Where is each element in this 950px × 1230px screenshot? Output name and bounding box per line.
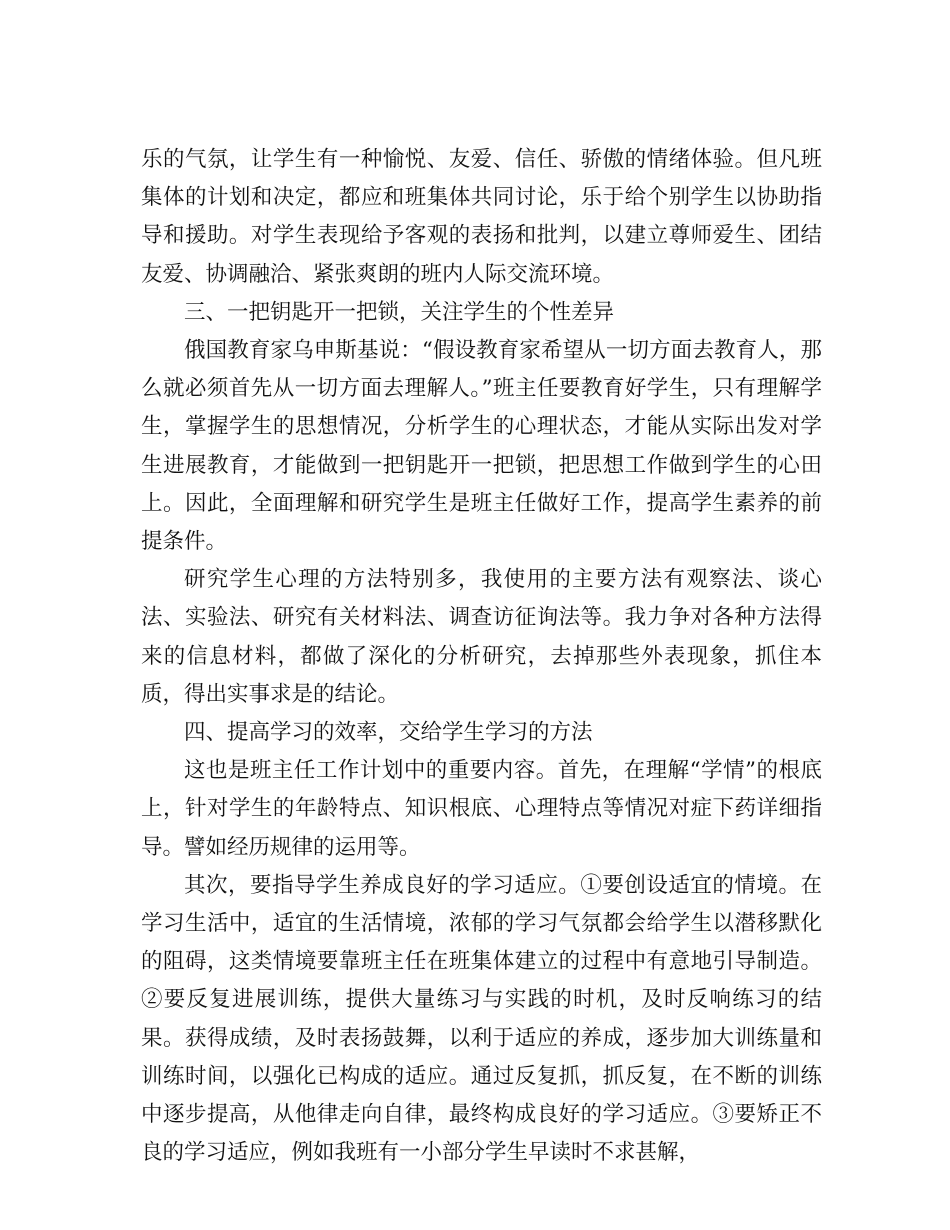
paragraph-ushinsky-quote: 俄国教育家乌申斯基说：“假设教育家希望从一切方面去教育人，那么就必须首先从一切方面去理解人。”班主任要教育好学生，只有理解学生，掌握学生的思想情况，分析学生的心理状态，才能从实际出发对学生进展教育，才能做到一把钥匙开一把锁，把思想工作做到学生的心田上。因此，全面理解和研究学生是班主任做好工作，提高学生素养的前提条件。 bbox=[141, 338, 822, 555]
section-heading-3: 三、一把钥匙开一把锁，关注学生的个性差异 bbox=[184, 299, 615, 325]
section-heading-4: 四、提高学习的效率，交给学生学习的方法 bbox=[184, 720, 593, 746]
document-page bbox=[141, 141, 822, 1172]
paragraph-learning-habits: 其次，要指导学生养成良好的学习适应。①要创设适宜的情境。在学习生活中，适宜的生活情境，浓郁的学习气氛都会给学生以潜移默化的阻碍，这类情境要靠班主任在班集体建立的过程中有意地引导制造。②要反复进展训练，提供大量练习与实践的时机，及时反响练习的结果。获得成绩，及时表扬鼓舞，以利于适应的养成，逐步加大训练量和训练时间，以强化已构成的适应。通过反复抓，抓反复，在不断的训练中逐步提高，从他律走向自律，最终构成良好的学习适应。③要矫正不良的学习适应，例如我班有一小部分学生早读时不求甚解， bbox=[141, 872, 822, 1166]
paragraph-learning-guidance: 这也是班主任工作计划中的重要内容。首先，在理解“学情”的根底上，针对学生的年龄特点、知识根底、心理特点等情况对症下药详细指导。譬如经历规律的运用等。 bbox=[141, 758, 822, 860]
paragraph-research-methods: 研究学生心理的方法特别多，我使用的主要方法有观察法、谈心法、实验法、研究有关材料法、调查访征询法等。我力争对各种方法得来的信息材料，都做了深化的分析研究，去掉那些外表现象，抓住本质，得出实事求是的结论。 bbox=[141, 567, 822, 707]
paragraph-continuation: 乐的气氛，让学生有一种愉悦、友爱、信任、骄傲的情绪体验。但凡班集体的计划和决定，都应和班集体共同讨论，乐于给个别学生以协助指导和援助。对学生表现给予客观的表扬和批判，以建立尊师爱生、团结友爱、协调融洽、紧张爽朗的班内人际交流环境。 bbox=[141, 147, 822, 287]
